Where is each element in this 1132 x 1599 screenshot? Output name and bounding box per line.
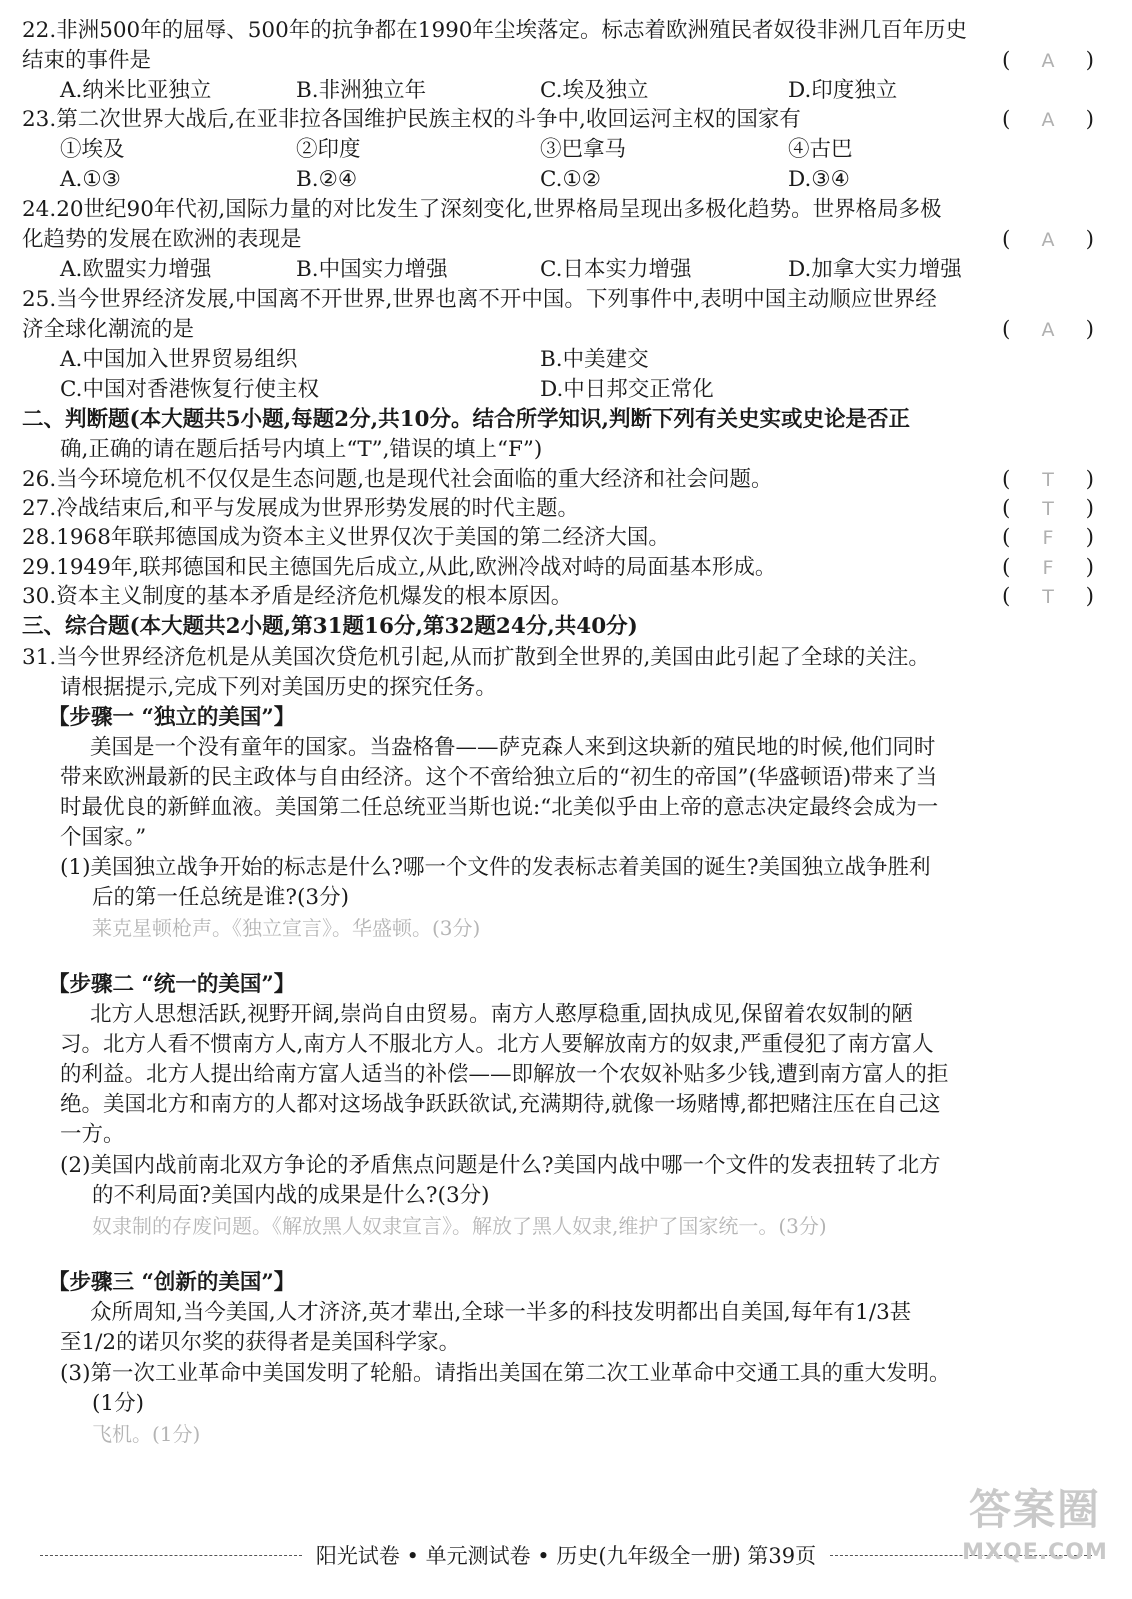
step2-answer: 奴隶制的存废问题。《解放黑人奴隶宣言》。解放了黑人奴隶,维护了国家统一。(3分) <box>92 1214 827 1238</box>
step2-paragraph-line: 绝。美国北方和南方的人都对这场战争跃跃欲试,充满期待,就像一场赌博,都把赌注压在自己这 <box>60 1092 941 1117</box>
option-c: C.日本实力增强 <box>540 257 692 282</box>
q25-answer: A <box>1041 319 1055 341</box>
q25-stem-line1: 25.当今世界经济发展,中国离不开世界,世界也离不开中国。下列事件中,表明中国主动顺应世界经 <box>22 287 937 312</box>
step1-question-line2: 后的第一任总统是谁?(3分) <box>92 885 349 910</box>
watermark-url: MXQE.COM <box>962 1540 1108 1565</box>
q25-options-row2 <box>60 375 1094 405</box>
step1-title: 【步骤一 “独立的美国”】 <box>48 705 296 730</box>
option-b: B.②④ <box>296 167 358 192</box>
item-4: ④古巴 <box>788 137 853 162</box>
step1-paragraph-line: 个国家。” <box>60 825 147 850</box>
step2-paragraph-line: 的利益。北方人提出给南方富人适当的补偿——即解放一个农奴补贴多少钱,遭到南方富人的拒 <box>60 1062 949 1087</box>
option-d: D.中日邦交正常化 <box>540 377 714 402</box>
q29-answer-bracket: ( F ) <box>1002 553 1094 583</box>
q29-statement: 29.1949年,联邦德国和民主德国先后成立,从此,欧洲冷战对峙的局面基本形成。 <box>22 555 777 580</box>
option-b: B.中美建交 <box>540 347 649 372</box>
q30-answer: T <box>1042 586 1054 608</box>
q24-answer: A <box>1041 229 1055 251</box>
option-d: D.③④ <box>788 167 850 192</box>
q27-answer: T <box>1042 498 1054 520</box>
q28-statement: 28.1968年联邦德国成为资本主义世界仅次于美国的第二经济大国。 <box>22 525 670 550</box>
q26-answer: T <box>1042 469 1054 491</box>
step2-paragraph-line: 北方人思想活跃,视野开阔,崇尚自由贸易。南方人憨厚稳重,固执成见,保留着农奴制的陋 <box>90 1002 913 1027</box>
q30-statement: 30.资本主义制度的基本矛盾是经济危机爆发的根本原因。 <box>22 584 573 609</box>
q23-answer-bracket: ( A ) <box>1002 105 1094 135</box>
option-c: C.埃及独立 <box>540 78 649 103</box>
q31-stem-line1: 31.当今世界经济危机是从美国次贷危机引起,从而扩散到全世界的,美国由此引起了全球的关注。 <box>22 645 930 670</box>
step1-paragraph-line: 带来欧洲最新的民主政体与自由经济。这个不啻给独立后的“初生的帝国”(华盛顿语)带来了当 <box>60 765 938 790</box>
section2-heading-line1: 二、判断题(本大题共5小题,每题2分,共10分。结合所学知识,判断下列有关史实或史论是否正 <box>22 407 910 432</box>
q22-stem-line1: 22.非洲500年的屈辱、500年的抗争都在1990年尘埃落定。标志着欧洲殖民者奴役非洲几百年历史 <box>22 18 967 43</box>
q22-answer-bracket: ( A ) <box>1002 46 1094 76</box>
q28-answer-bracket: ( F ) <box>1002 523 1094 553</box>
q26-answer-bracket: ( T ) <box>1002 465 1094 495</box>
q22-stem-line2: 结束的事件是 <box>22 48 152 73</box>
q25-stem-line2: 济全球化潮流的是 <box>22 317 195 342</box>
q23-items <box>60 135 1094 165</box>
item-2: ②印度 <box>296 137 361 162</box>
step2-title: 【步骤二 “统一的美国”】 <box>48 972 296 997</box>
item-1: ①埃及 <box>60 137 125 162</box>
watermark-title: 答案圈 <box>968 1485 1101 1534</box>
watermark-logo <box>950 1480 1120 1590</box>
q22-answer: A <box>1041 50 1055 72</box>
step3-paragraph-line: 众所周知,当今美国,人才济济,英才辈出,全球一半多的科技发明都出自美国,每年有1/3甚 <box>90 1300 912 1325</box>
option-c: C.中国对香港恢复行使主权 <box>60 377 320 402</box>
q30-answer-bracket: ( T ) <box>1002 582 1094 612</box>
q24-stem-line1: 24.20世纪90年代初,国际力量的对比发生了深刻变化,世界格局呈现出多极化趋势。世界格局多极 <box>22 197 942 222</box>
step1-answer: 莱克星顿枪声。《独立宣言》。华盛顿。(3分) <box>92 916 481 940</box>
option-d: D.印度独立 <box>788 78 898 103</box>
q31-stem-line2: 请根据提示,完成下列对美国历史的探究任务。 <box>60 675 497 700</box>
q27-answer-bracket: ( T ) <box>1002 494 1094 524</box>
option-b: B.中国实力增强 <box>296 257 448 282</box>
option-a: A.纳米比亚独立 <box>60 78 212 103</box>
option-a: A.①③ <box>60 167 121 192</box>
q28-answer: F <box>1042 527 1054 549</box>
step3-title: 【步骤三 “创新的美国”】 <box>48 1270 296 1295</box>
section2-heading-line2: 确,正确的请在题后括号内填上“T”,错误的填上“F”) <box>60 437 543 462</box>
option-d: D.加拿大实力增强 <box>788 257 962 282</box>
q24-options <box>60 255 1094 285</box>
item-3: ③巴拿马 <box>540 137 627 162</box>
footer-divider-left <box>40 1555 302 1556</box>
step3-paragraph-line: 至1/2的诺贝尔奖的获得者是美国科学家。 <box>60 1330 461 1355</box>
option-c: C.①② <box>540 167 602 192</box>
option-b: B.非洲独立年 <box>296 78 427 103</box>
q23-options <box>60 165 1094 195</box>
q29-answer: F <box>1042 557 1054 579</box>
step2-paragraph-line: 一方。 <box>60 1122 125 1147</box>
q22-options <box>60 76 1094 106</box>
step1-question-line1: (1)美国独立战争开始的标志是什么?哪一个文件的发表标志着美国的诞生?美国独立战争胜利 <box>60 855 931 880</box>
page-footer <box>40 1540 1092 1570</box>
q27-statement: 27.冷战结束后,和平与发展成为世界形势发展的时代主题。 <box>22 496 580 521</box>
option-a: A.中国加入世界贸易组织 <box>60 347 298 372</box>
q25-options-row1 <box>60 345 1094 375</box>
q24-answer-bracket: ( A ) <box>1002 225 1094 255</box>
q25-answer-bracket: ( A ) <box>1002 315 1094 345</box>
step2-paragraph-line: 习。北方人看不惯南方人,南方人不服北方人。北方人要解放南方的奴隶,严重侵犯了南方富人 <box>60 1032 934 1057</box>
section3-heading: 三、综合题(本大题共2小题,第31题16分,第32题24分,共40分) <box>22 614 638 639</box>
step1-paragraph-line: 时最优良的新鲜血液。美国第二任总统亚当斯也说:“北美似乎由上帝的意志决定最终会成为一 <box>60 795 939 820</box>
step1-paragraph-line: 美国是一个没有童年的国家。当盎格鲁——萨克森人来到这块新的殖民地的时候,他们同时 <box>90 735 936 760</box>
footer-text: 阳光试卷 • 单元测试卷 • 历史(九年级全一册) 第39页 <box>315 1544 817 1568</box>
q26-statement: 26.当今环境危机不仅仅是生态问题,也是现代社会面临的重大经济和社会问题。 <box>22 467 773 492</box>
step2-question-line2: 的不利局面?美国内战的成果是什么?(3分) <box>92 1183 490 1208</box>
step3-answer: 飞机。(1分) <box>92 1422 201 1446</box>
q23-answer: A <box>1041 109 1055 131</box>
q23-stem-line1: 23.第二次世界大战后,在亚非拉各国维护民族主权的斗争中,收回运河主权的国家有 <box>22 107 801 132</box>
option-a: A.欧盟实力增强 <box>60 257 212 282</box>
step3-question-line1: (3)第一次工业革命中美国发明了轮船。请指出美国在第二次工业革命中交通工具的重大发明。 <box>60 1361 951 1386</box>
step3-question-line2: (1分) <box>92 1391 144 1416</box>
step2-question-line1: (2)美国内战前南北双方争论的矛盾焦点问题是什么?美国内战中哪一个文件的发表扭转了北方 <box>60 1153 941 1178</box>
q24-stem-line2: 化趋势的发展在欧洲的表现是 <box>22 227 302 252</box>
